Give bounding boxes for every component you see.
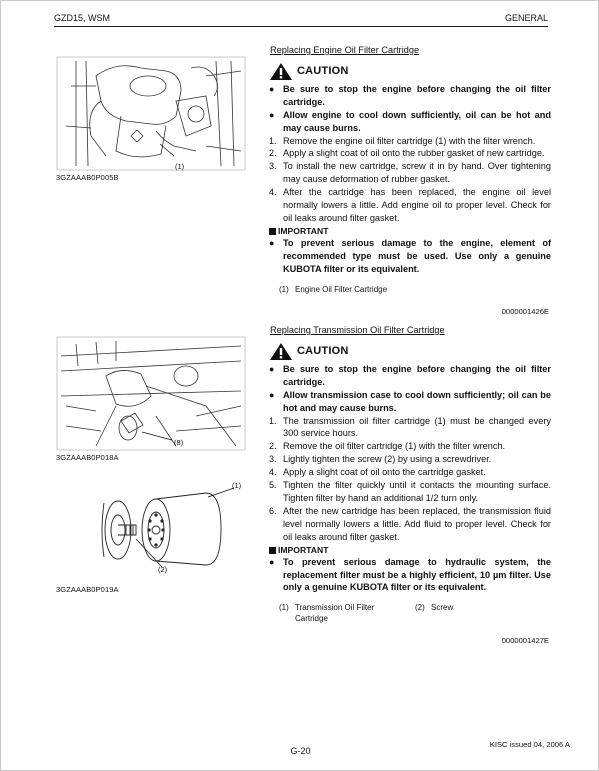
- transmission-line-drawing: [56, 336, 246, 451]
- engine-figure-callout: (1): [175, 162, 185, 171]
- figure-legend: (1) Transmission Oil Filter Cartridge (2) Screw: [279, 603, 454, 624]
- engine-figure-code: 3GZAAAB0P005B: [56, 173, 119, 182]
- document-number: 0000001427E: [501, 636, 549, 646]
- header-rule: [54, 26, 548, 27]
- caution-heading: [269, 342, 551, 362]
- procedure-step: 5. Tighten the filter quickly until it contacts the mounting surface. Tighten filter by hand an additional 1/2 turn only.: [269, 480, 551, 503]
- page-number: G-20: [290, 746, 311, 756]
- engine-filter-section: [269, 44, 551, 319]
- caution-bullet: ● Be sure to stop the engine before changing the oil filter cartridge.: [269, 83, 551, 107]
- header-model: GZD15, WSM: [54, 13, 111, 23]
- cartridge-figure-code: 3GZAAAB0P019A: [56, 585, 119, 594]
- cartridge-callout-2: (2): [158, 565, 168, 574]
- caution-label: CAUTION: [297, 345, 349, 358]
- document-number: 0000001426E: [501, 306, 549, 316]
- section-title: Replacing Transmission Oil Filter Cartridge: [270, 325, 445, 335]
- cartridge-line-drawing: [96, 479, 256, 577]
- warning-triangle-icon: [269, 62, 293, 81]
- procedure-step: 2. Remove the oil filter cartridge (1) with the filter wrench.: [269, 441, 506, 452]
- warning-triangle-icon: [269, 342, 293, 361]
- important-note: ● To prevent serious damage to hydraulic system, the replacement filter must be a highly efficient, 10 µm filter. Use only a genuine KUBOTA filter or its equivalent.: [269, 556, 551, 593]
- bullet-icon: ●: [269, 237, 275, 248]
- cartridge-callout-1: (1): [232, 481, 242, 490]
- important-note: ● To prevent serious damage to the engine, element of recommended type must be used. Use only a genuine KUBOTA filter or its equivalent.: [269, 237, 551, 274]
- transmission-figure-code: 3GZAAAB0P018A: [56, 453, 119, 462]
- procedure-step: 4. Apply a slight coat of oil onto the cartridge gasket.: [269, 467, 486, 478]
- caution-label: CAUTION: [297, 65, 349, 78]
- transmission-filter-section: [269, 324, 551, 648]
- procedure-step: 1. Remove the engine oil filter cartridge (1) with the filter wrench.: [269, 135, 536, 146]
- transmission-figure-callout: (8): [174, 438, 184, 447]
- bullet-icon: ●: [269, 109, 275, 120]
- procedure-step: 4. After the cartridge has been replaced, the engine oil level normally lowers a little. Add engine oil to proper level. Check for oil leaks around filter gasket.: [269, 187, 551, 223]
- important-heading: IMPORTANT: [269, 545, 551, 556]
- bullet-icon: ●: [269, 556, 275, 567]
- section-title: Replacing Engine Oil Filter Cartridge: [270, 45, 420, 55]
- figure-legend: (1) Engine Oil Filter Cartridge: [279, 284, 388, 294]
- caution-bullet: ● Allow engine to cool down sufficiently, oil can be hot and may cause burns.: [269, 109, 551, 133]
- engine-oil-filter-figure: [56, 56, 246, 171]
- engine-line-drawing: [56, 56, 246, 171]
- important-square-icon: [269, 547, 276, 554]
- bullet-icon: ●: [269, 389, 275, 400]
- caution-bullet: ● Be sure to stop the engine before changing the oil filter cartridge.: [269, 363, 551, 387]
- procedure-step: 3. Lightly tighten the screw (2) by using a screwdriver.: [269, 454, 492, 465]
- bullet-icon: ●: [269, 83, 275, 94]
- header-section: GENERAL: [504, 13, 548, 23]
- procedure-step: 3. To install the new cartridge, screw it in by hand. Over tightening may cause deformation of rubber gasket.: [269, 161, 551, 185]
- important-square-icon: [269, 228, 276, 235]
- caution-bullet: ● Allow transmission case to cool down sufficiently; oil can be hot and may cause burns.: [269, 389, 551, 413]
- issue-note: KISC issued 04, 2006 A: [489, 740, 570, 749]
- procedure-step: 2. Apply a slight coat of oil onto the rubber gasket of new cartridge.: [269, 148, 545, 159]
- caution-heading: [269, 62, 551, 82]
- filter-cartridge-figure: [96, 479, 256, 577]
- procedure-step: 1. The transmission oil filter cartridge (1) must be changed every 300 service hours.: [269, 415, 551, 439]
- procedure-step: 6. After the new cartridge has been replaced, the transmission fluid level normally lowers a little. Add fluid to proper level. Check for oil leaks around filter gasket.: [269, 505, 551, 542]
- bullet-icon: ●: [269, 363, 275, 374]
- important-heading: IMPORTANT: [269, 226, 551, 237]
- transmission-filter-figure: [56, 336, 246, 451]
